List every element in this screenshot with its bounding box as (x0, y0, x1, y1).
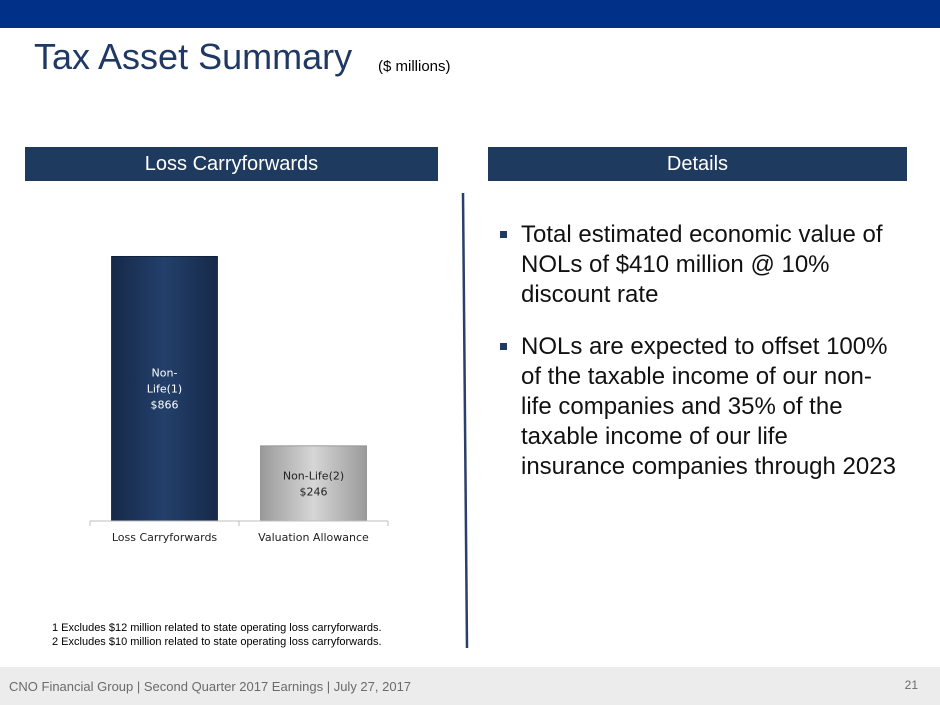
detail-text: NOLs are expected to offset 100% of the taxable income of our non-life companies and 35% of the taxable income of our life insurance companies through 2023 (521, 333, 896, 480)
footer-text: CNO Financial Group | Second Quarter 2017 Earnings | July 27, 2017 (9, 679, 412, 694)
detail-bullet-nol-offset (498, 332, 898, 482)
loss-carryforwards-chart (80, 235, 400, 555)
bar-data-label: $866 (150, 398, 179, 412)
footnote-2: 2 Excludes $10 million related to state operating loss carryforwards. (52, 636, 382, 648)
bullet-square-icon (500, 343, 507, 350)
page-title: Tax Asset Summary (34, 36, 353, 77)
loss-carryforwards-header: Loss Carryforwards (25, 147, 438, 181)
x-tick-label: Loss Carryforwards (111, 531, 218, 544)
bullet-square-icon (500, 231, 507, 238)
bar-data-label: $246 (299, 485, 328, 499)
bar-data-label: Non- (151, 366, 178, 380)
bar-data-label: Non-Life(2) (282, 469, 345, 483)
detail-bullet-nol-value (498, 220, 898, 310)
detail-text: Total estimated economic value of NOLs of $410 million @ 10% discount rate (521, 221, 883, 308)
footnote-1: 1 Excludes $12 million related to state operating loss carryforwards. (52, 622, 382, 634)
page-subtitle: ($ millions) (378, 58, 451, 75)
footnotes (52, 621, 382, 649)
bar-data-label: Life(1) (146, 382, 183, 396)
bar-valuation-allowance (261, 446, 367, 521)
details-list (498, 220, 898, 504)
x-tick-label: Valuation Allowance (258, 531, 369, 544)
details-header: Details (488, 147, 907, 181)
page-number: 21 (904, 678, 918, 692)
